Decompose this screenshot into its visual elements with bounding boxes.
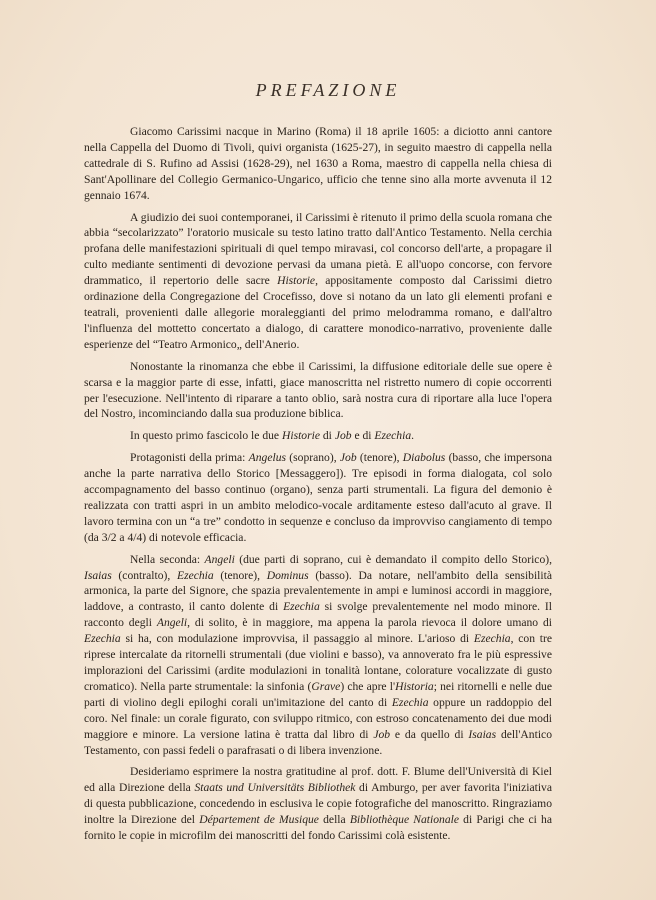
text-run: A giudizio dei suoi contemporanei, il Carissimi è ritenuto il primo della scuola romana che abbia “secolarizzato” l'oratorio musicale su testo latino tratto dall'Antico Testamento. Nella cerchia profana delle manifestazioni spirituali di quel tempo miravasi, col concorso dell'arte, a propagare il culto mediante sentimenti di devozione pervasi da umana pietà. E all'uopo concorse, con fervore drammatico, il repertorio delle sacre	[84, 210, 552, 288]
text-run: di Parigi che ci ha fornito le copie in microfilm dei manoscritti del fondo Carissimi colà esistente.	[84, 813, 552, 843]
text-run: ; nei ritornelli e nelle due parti di violino degli epiloghi corali un'imitazione del canto di	[84, 679, 552, 709]
text-run: (due parti di soprano, cui è demandato il compito dello Storico),	[234, 552, 552, 566]
italic-term: Ezechia	[391, 695, 429, 709]
italic-term: Ezechia	[374, 429, 412, 443]
italic-term: Angeli	[204, 552, 235, 566]
italic-term: Job	[373, 727, 391, 741]
text-run: ) che apre l'	[340, 679, 396, 693]
text-run: della	[318, 813, 350, 827]
italic-term: Ezechia	[283, 600, 320, 614]
text-run: e da quello di	[390, 727, 469, 741]
text-run: (basso, che impersona anche la parte narrativa dello Storico [Messaggero]). Tre episodi in forma dialogata, col solo accompagnamento del basso continuo (organo), senza parti strumentali. La figura del demonio è realizzata con tratti aspri in un ambito melodico-vocale arditamente esteso dall'acuto al grave. Il lavoro termina con un “a tre” condotto in sequenze e concluso da improvviso cangiamento di tempo (da 3/2 a 4/4) di notevole efficacia.	[84, 451, 553, 544]
text-run: si ha, con modulazione improvvisa, il passaggio al minore. L'arioso di	[120, 632, 474, 646]
text-run: (soprano),	[286, 451, 340, 465]
italic-term: Staats und Universitäts Bibliothek	[194, 781, 356, 795]
text-run: In questo primo fascicolo le due	[130, 429, 282, 443]
paragraph-job-analysis	[84, 450, 552, 545]
document-body	[84, 124, 552, 844]
italic-term: Grave	[311, 679, 341, 693]
text-run: , appositamente composto dal Carissimi dietro ordinazione della Congregazione del Crocefisso, dove si notano da un lato gli elementi profani e teatrali, provenienti dalle allegorie moraleggianti del primo melodramma romano, e dall'altro l'influenza del mottetto concertato a dialogo, di carattere monodico-narrativo, proveniente dalle esperienze del “Teatro Armonico„ dell'Anerio.	[84, 274, 552, 351]
italic-term: Isaias	[468, 727, 497, 741]
paragraph-biography	[84, 124, 552, 204]
italic-term: Angelus	[248, 451, 287, 465]
text-run: Protagonisti della prima:	[130, 451, 249, 465]
text-run: oppure un raddoppio del coro. Nel finale: un corale figurato, con sviluppo ritmico, con estroso concatenamento dei due modi maggiore e minore. La versione latina è tratta dal libro di	[84, 695, 553, 741]
italic-term: Diabolus	[402, 451, 446, 465]
text-run: (tenore),	[213, 568, 267, 582]
italic-term: Historie	[277, 274, 316, 288]
italic-term: Dominus	[266, 568, 309, 582]
text-run: dell'Antico Testamento, con passi fedeli o parafrasati o di libera invenzione.	[84, 727, 552, 757]
italic-term: Job	[339, 451, 357, 465]
italic-term: Ezechia	[177, 568, 214, 582]
text-run: (contralto),	[111, 568, 177, 582]
italic-term: Ezechia	[84, 632, 121, 646]
text-run: (basso). Da notare, nell'ambito della sensibilità armonica, la parte del Signore, che spazia prevalentemente in ampi e luminosi accordi in maggiore, laddove, a contrasto, il canto dolente di	[84, 568, 552, 614]
paragraph-ezechia-analysis	[84, 552, 552, 759]
text-run: Giacomo Carissimi nacque in Marino (Roma) il 18 aprile 1605: a diciotto anni cantore nella Cappella del Duomo di Tivoli, quivi organista (1625-27), in seguito maestro di cappella nella cattedrale di S. Rufino ad Assisi (1628-29), nel 1630 a Roma, maestro di cappella nella chiesa di Sant'Apollinare del Collegio Germanico-Ungarico, ufficio che tenne sino alla morte avvenuta il 12 gennaio 1674.	[84, 125, 552, 202]
paragraph-editorial-diffusion	[84, 359, 552, 423]
text-run: Nonostante la rinomanza che ebbe il Carissimi, la diffusione editoriale delle sue opere è scarsa e la maggior parte di esse, infatti, giace manoscritta nel ristretto numero di copie occorrenti per l'esecuzione. Nell'intento di riparare a tanto oblio, sarà nostra cura di riportare alla luce l'opera del Nostro, incominciando dalla sua produzione biblica.	[84, 359, 552, 421]
italic-term: Job	[334, 429, 352, 443]
text-run: si svolge prevalentemente nel modo minore. Il racconto degli	[84, 600, 552, 630]
page-title: PREFAZIONE	[255, 80, 401, 100]
text-run: (tenore),	[356, 451, 403, 465]
italic-term: Historia	[395, 679, 434, 693]
text-run: di	[319, 429, 335, 443]
text-run: Desideriamo esprimere la nostra gratitudine al prof. dott. F. Blume dell'Università di Kiel ed alla Direzione della	[84, 765, 552, 795]
text-run: di Amburgo, per aver favorita l'iniziativa di questa pubblicazione, concedendo in esclusiva le copie fotografiche del manoscritto. Ringraziamo inoltre la Direzione del	[84, 781, 552, 827]
paragraph-roman-oratorio	[84, 210, 552, 353]
paragraph-acknowledgements	[84, 764, 552, 844]
italic-term: Ezechia	[473, 632, 511, 646]
text-run: e di	[351, 429, 375, 443]
italic-term: Historie	[281, 429, 320, 443]
text-run: .	[411, 429, 415, 443]
italic-term: Département de Musique	[199, 813, 319, 827]
text-run: , di solito, è in maggiore, ma appena la parola rievoca il dolore umano di	[187, 616, 552, 630]
italic-term: Bibliothèque Nationale	[349, 813, 459, 827]
paragraph-first-fascicle	[84, 428, 552, 444]
italic-term: Isaias	[84, 568, 112, 582]
italic-term: Angeli	[156, 616, 188, 630]
text-run: Nella seconda:	[130, 552, 205, 566]
text-run: , con tre riprese intercalate da ritornelli strumentali (due violini e basso), va annoverato fra le più espressive implorazioni del Carissimi (ardite modulazioni in tonalità lontane, colorature vocalizzate di gusto cromatico). Nella parte strumentale: la sinfonia (	[84, 632, 552, 693]
